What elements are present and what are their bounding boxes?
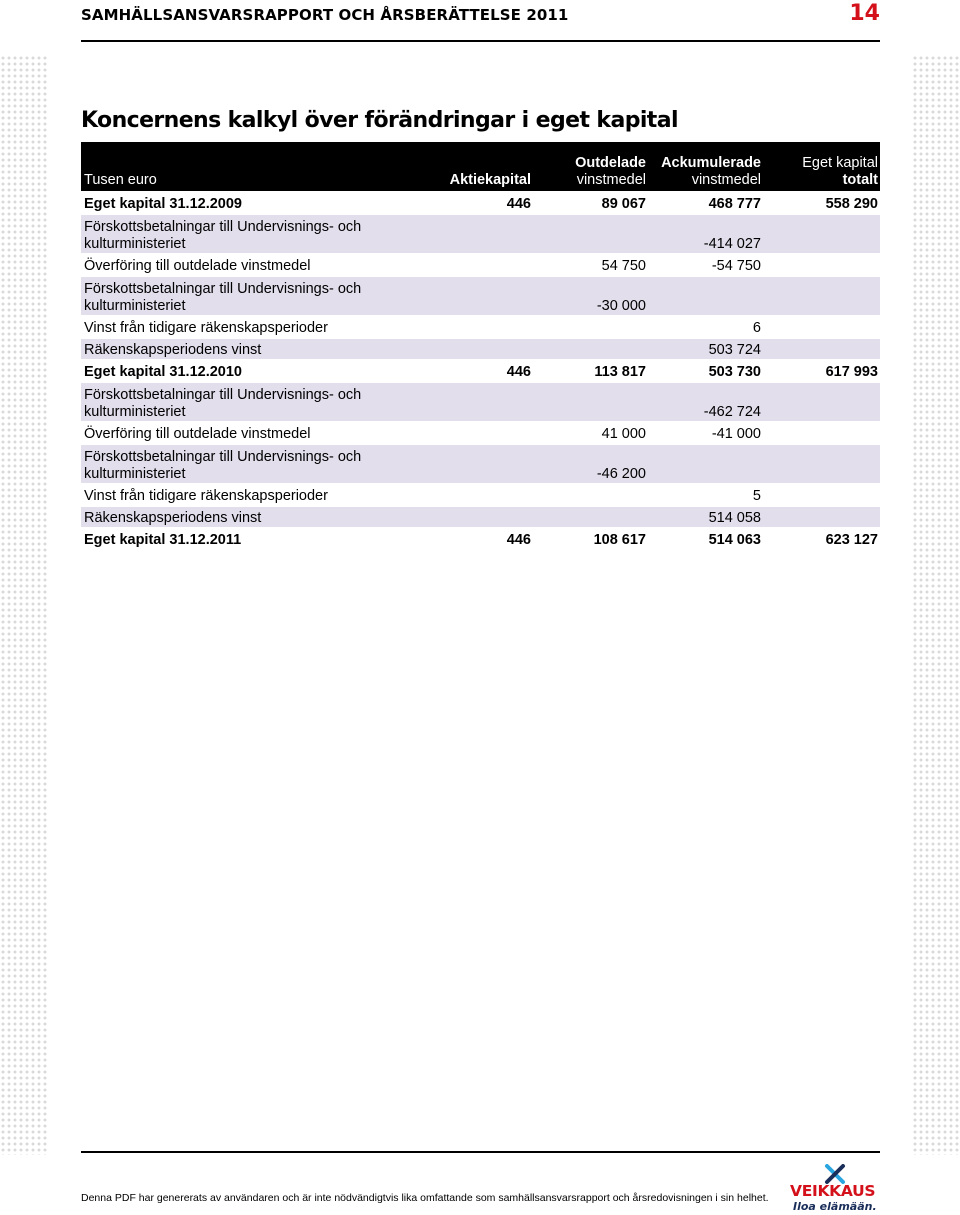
dot-pattern-right bbox=[912, 55, 960, 1155]
row-value: 514 063 bbox=[708, 532, 761, 548]
row-value: 514 058 bbox=[648, 507, 763, 527]
column-header-outdelade-vinstmedel: Outdelade vinstmedel bbox=[533, 142, 648, 191]
table-row bbox=[81, 339, 880, 359]
page-header bbox=[81, 0, 880, 42]
row-label: Eget kapital 31.12.2009 bbox=[84, 196, 242, 212]
row-label: Räkenskapsperiodens vinst bbox=[81, 507, 417, 527]
column-header-aktiekapital: Aktiekapital bbox=[417, 142, 533, 191]
row-value bbox=[533, 215, 648, 253]
row-value bbox=[763, 215, 880, 253]
row-label: Förskottsbetalningar till Undervisnings- och kulturministeriet bbox=[81, 277, 417, 315]
row-value bbox=[763, 383, 880, 421]
row-value: 89 067 bbox=[601, 196, 646, 212]
table-row bbox=[81, 277, 880, 315]
table-row bbox=[81, 423, 880, 443]
row-value: 623 127 bbox=[825, 532, 878, 548]
row-value: 503 730 bbox=[708, 364, 761, 380]
veikkaus-logo bbox=[790, 1164, 882, 1214]
logo-slogan: Iloa elämään. bbox=[793, 1200, 877, 1213]
row-value bbox=[648, 277, 763, 315]
row-value: 446 bbox=[506, 364, 531, 380]
row-value bbox=[417, 339, 533, 359]
row-value: -30 000 bbox=[533, 277, 648, 315]
row-value: 113 817 bbox=[594, 364, 646, 380]
table-row bbox=[81, 193, 880, 213]
row-value: -414 027 bbox=[648, 215, 763, 253]
row-value bbox=[417, 485, 533, 505]
section-title: Koncernens kalkyl över förändringar i eget kapital bbox=[81, 108, 678, 133]
column-header-ackumulerade-vinstmedel: Ackumulerade vinstmedel bbox=[648, 142, 763, 191]
row-value bbox=[763, 317, 880, 337]
row-value bbox=[533, 317, 648, 337]
row-value bbox=[417, 423, 533, 443]
table-row bbox=[81, 215, 880, 253]
row-value: 6 bbox=[752, 320, 761, 336]
row-value: 558 290 bbox=[825, 196, 878, 212]
row-value: 503 724 bbox=[648, 339, 763, 359]
row-label: Vinst från tidigare räkenskapsperioder bbox=[84, 320, 328, 336]
table-row bbox=[81, 445, 880, 483]
table-row bbox=[81, 361, 880, 381]
row-value: -462 724 bbox=[648, 383, 763, 421]
table-header-row bbox=[81, 142, 880, 191]
row-value: 446 bbox=[506, 196, 531, 212]
row-value bbox=[763, 507, 880, 527]
row-value: -54 750 bbox=[711, 258, 761, 274]
row-value: 41 000 bbox=[601, 426, 646, 442]
table-body bbox=[81, 193, 880, 549]
row-value bbox=[533, 485, 648, 505]
table-row bbox=[81, 529, 880, 549]
row-value bbox=[417, 445, 533, 483]
row-label: Överföring till outdelade vinstmedel bbox=[84, 426, 311, 442]
report-title: SAMHÄLLSANSVARSRAPPORT OCH ÅRSBERÄTTELSE 2011 bbox=[81, 6, 569, 24]
footer-divider bbox=[81, 1151, 880, 1153]
row-value bbox=[417, 215, 533, 253]
row-value: -46 200 bbox=[533, 445, 648, 483]
row-value bbox=[763, 485, 880, 505]
footer-disclaimer: Denna PDF har genererats av användaren och är inte nödvändigtvis lika omfattande som samhällsansvarsrapport och årsredovisningen i sin helhet. bbox=[81, 1192, 769, 1204]
veikkaus-x-icon bbox=[824, 1164, 846, 1184]
row-value bbox=[417, 383, 533, 421]
equity-changes-table bbox=[81, 140, 880, 551]
table-row bbox=[81, 255, 880, 275]
dot-pattern-left bbox=[0, 55, 48, 1155]
row-value bbox=[417, 317, 533, 337]
column-header-tusen-euro: Tusen euro bbox=[81, 142, 417, 191]
row-label: Vinst från tidigare räkenskapsperioder bbox=[84, 488, 328, 504]
table-row bbox=[81, 383, 880, 421]
row-value: -41 000 bbox=[711, 426, 761, 442]
table-row bbox=[81, 507, 880, 527]
row-value: 54 750 bbox=[601, 258, 646, 274]
row-value bbox=[763, 445, 880, 483]
row-value bbox=[533, 339, 648, 359]
row-value bbox=[763, 423, 880, 443]
row-value: 5 bbox=[752, 488, 761, 504]
logo-wordmark: VEIKKAUS bbox=[790, 1182, 876, 1200]
column-header-eget-kapital-totalt: Eget kapital totalt bbox=[763, 142, 880, 191]
row-value bbox=[417, 507, 533, 527]
row-value: 108 617 bbox=[593, 532, 646, 548]
page-number: 14 bbox=[849, 1, 880, 26]
row-label: Eget kapital 31.12.2011 bbox=[84, 532, 242, 548]
table-row bbox=[81, 485, 880, 505]
row-value: 617 993 bbox=[825, 364, 878, 380]
row-value bbox=[417, 277, 533, 315]
row-value: 468 777 bbox=[708, 196, 761, 212]
row-value bbox=[417, 255, 533, 275]
row-value bbox=[648, 445, 763, 483]
row-value bbox=[763, 255, 880, 275]
row-label: Överföring till outdelade vinstmedel bbox=[84, 258, 311, 274]
row-value bbox=[533, 507, 648, 527]
row-label: Räkenskapsperiodens vinst bbox=[81, 339, 417, 359]
row-label: Förskottsbetalningar till Undervisnings- och kulturministeriet bbox=[81, 445, 417, 483]
row-value bbox=[533, 383, 648, 421]
table-row bbox=[81, 317, 880, 337]
row-value: 446 bbox=[506, 532, 531, 548]
row-label: Förskottsbetalningar till Undervisnings- och kulturministeriet bbox=[81, 383, 417, 421]
row-label: Eget kapital 31.12.2010 bbox=[84, 364, 242, 380]
row-label: Förskottsbetalningar till Undervisnings- och kulturministeriet bbox=[81, 215, 417, 253]
row-value bbox=[763, 339, 880, 359]
row-value bbox=[763, 277, 880, 315]
